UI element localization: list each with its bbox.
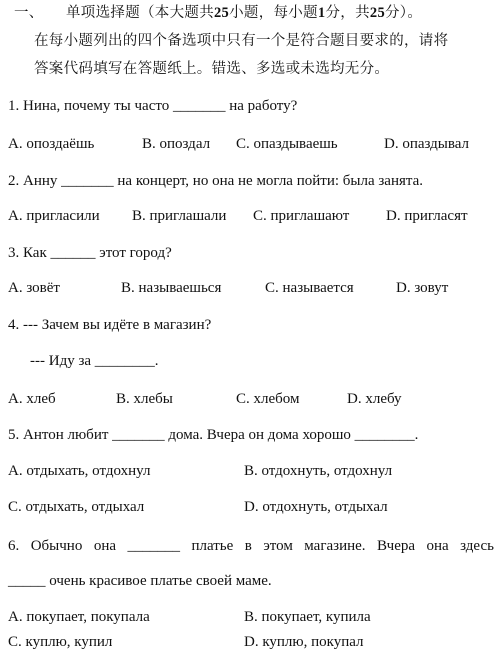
- option-b[interactable]: B. приглашали: [132, 208, 227, 224]
- option-a[interactable]: A. пригласили: [8, 208, 100, 224]
- option-b[interactable]: B. покупает, купила: [244, 609, 371, 625]
- option-d[interactable]: D. куплю, покупал: [244, 634, 364, 650]
- question-6-stem: 6. Обычно она _______ платье в этом магазине. Вчера она здесь: [8, 538, 494, 554]
- option-a[interactable]: A. покупает, покупала: [8, 609, 150, 625]
- exam-page: 一、 单项选择题（本大题共25小题，每小题1分，共25分）。 在每小题列出的四个备选项中只有一个是符合题目要求的，请将 答案代码填写在答题纸上。错选、多选或未选均无分。 1. Нина, почему ты часто _______ на работу? A. опоздаёшь B. опоздал C. опаздываешь D. опаздывал 2. Анну _______ на концерт, но она не могла пойти: была занята. A. пригласили B. приглашали C. приглашают D. пригласят 3. Как ______ этот город? A. зовёт B. называешься C. называется D. зовут 4. --- Зачем вы идёте в магазин? --- Иду за ________. A. хлеб B. хлебы C. хлебом D. хлебу 5. Антон любит _______ дома. Вчера он дома хорошо ________. A. отдыхать, отдохнул B. отдохнуть, отдохнул C. отдыхать, отдыхал D. отдохнуть, отдыхал 6. Обычно она _______ платье в этом магазине. Вчера она здесь _____ очень красивое платье своей маме. A. покупает, покупала B. покупает, купила C. куплю, купил D. куплю, покупал: [8, 5, 494, 650]
- section-number: 一、: [14, 5, 44, 21]
- option-a[interactable]: A. опоздаёшь: [8, 136, 95, 152]
- option-b[interactable]: B. называешься: [121, 280, 222, 296]
- option-b[interactable]: B. отдохнуть, отдохнул: [244, 463, 393, 479]
- option-a[interactable]: A. зовёт: [8, 280, 60, 296]
- option-c[interactable]: C. куплю, купил: [8, 634, 113, 650]
- option-b[interactable]: B. опоздал: [142, 136, 211, 152]
- option-d[interactable]: D. пригласят: [386, 208, 468, 224]
- option-c[interactable]: C. опаздываешь: [236, 136, 338, 152]
- section-title: 单项选择题（本大题共25小题，每小题1分，共25分）。: [66, 5, 423, 21]
- option-b[interactable]: B. хлебы: [116, 391, 173, 407]
- option-d[interactable]: D. хлебу: [347, 391, 402, 407]
- option-a[interactable]: A. хлеб: [8, 391, 56, 407]
- option-c[interactable]: C. отдыхать, отдыхал: [8, 499, 145, 515]
- option-d[interactable]: D. зовут: [396, 280, 449, 296]
- option-d[interactable]: D. опаздывал: [384, 136, 470, 152]
- option-c[interactable]: C. хлебом: [236, 391, 300, 407]
- option-a[interactable]: A. отдыхать, отдохнул: [8, 463, 151, 479]
- option-c[interactable]: C. называется: [265, 280, 354, 296]
- option-c[interactable]: C. приглашают: [253, 208, 350, 224]
- option-d[interactable]: D. отдохнуть, отдыхал: [244, 499, 388, 515]
